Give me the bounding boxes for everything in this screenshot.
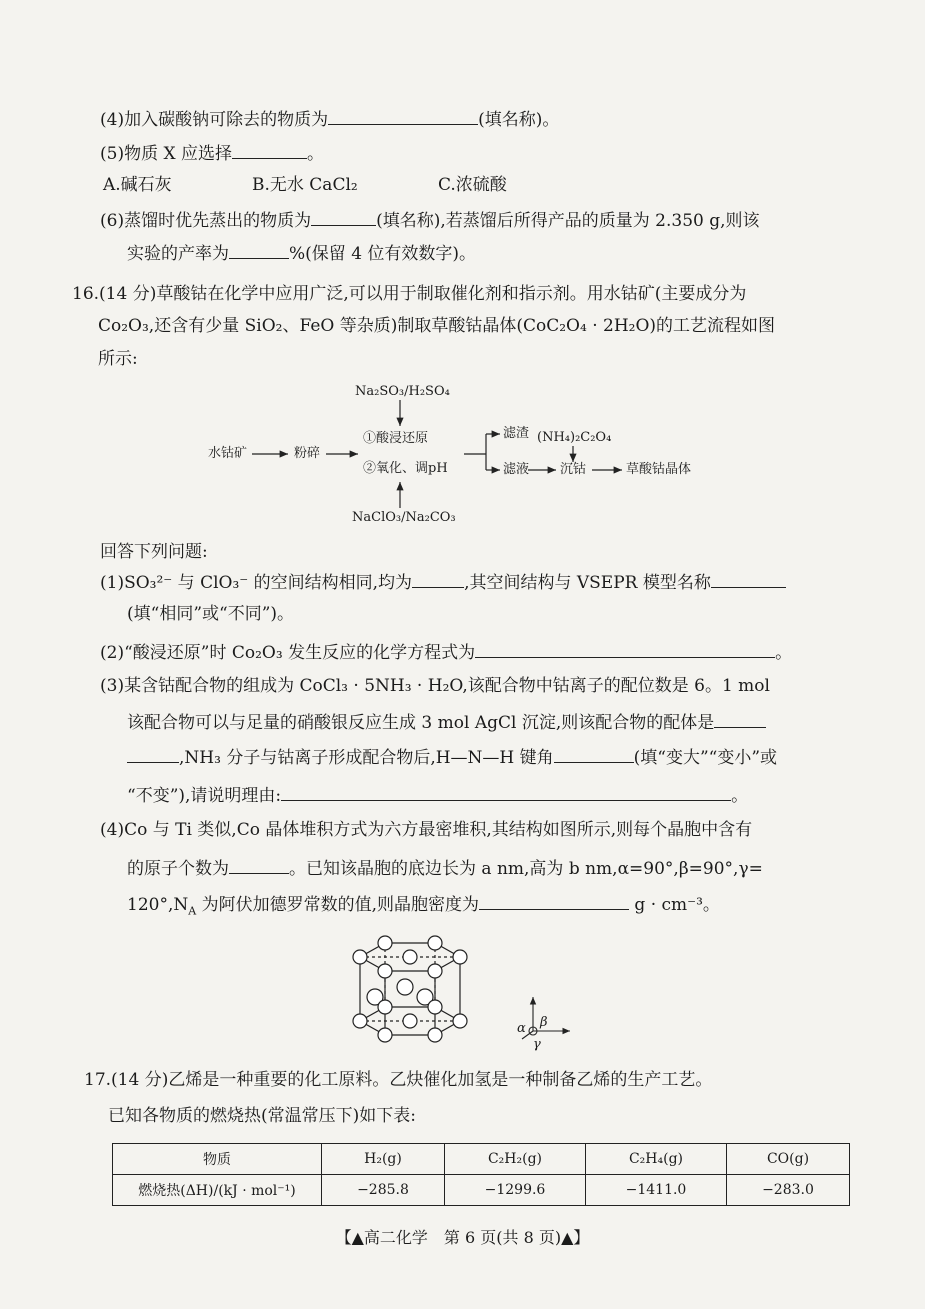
q16-part2: (2)“酸浸还原”时 Co₂O₃ 发生反应的化学方程式为 。 — [100, 639, 792, 665]
residue: 滤渣 — [503, 426, 530, 441]
q17-intro-2: 已知各物质的燃烧热(常温常压下)如下表: — [108, 1106, 416, 1126]
table-header-cell: C₂H₄(g) — [585, 1144, 726, 1175]
q16-part1: (1)SO₃²⁻ 与 ClO₃⁻ 的空间结构相同,均为 ,其空间结构与 VSEPR 模型名称 — [100, 569, 786, 595]
table-cell: −1411.0 — [585, 1175, 726, 1206]
q15-option-a: A.碱石灰 — [103, 175, 172, 195]
answer-blank[interactable] — [714, 709, 766, 728]
reagent-bottom: NaClO₃/Na₂CO₃ — [352, 510, 456, 525]
table-cell: −1299.6 — [444, 1175, 585, 1206]
q15-item4: (4)加入碳酸钠可除去的物质为 (填名称)。 — [100, 106, 559, 132]
flow-arrows — [200, 378, 720, 528]
table-cell: −285.8 — [322, 1175, 445, 1206]
hexagonal-lattice-drawing — [330, 935, 590, 1060]
q16-part3-b: 该配合物可以与足量的硝酸银反应生成 3 mol AgCl 沉淀,则该配合物的配体是 — [127, 709, 766, 735]
answer-blank[interactable] — [127, 744, 179, 763]
answer-blank[interactable] — [479, 891, 629, 910]
q16-part4: (4)Co 与 Ti 类似,Co 晶体堆积方式为六方最密堆积,其结构如图所示,则每个晶胞中含有 — [100, 820, 753, 840]
table-cell: −283.0 — [726, 1175, 849, 1206]
q16-part4-d: $120^\circ,N_A$ 为阿伏加德罗常数的值,则晶胞密度为 g · cm⁻³。 — [127, 891, 720, 923]
table-header-cell: H₂(g) — [322, 1144, 445, 1175]
hcp-unit-cell-figure — [330, 935, 590, 1060]
filtrate: 滤液 — [503, 462, 530, 477]
q16-part4-b: 的原子个数为 。已知该晶胞的底边长为 a nm,高为 b nm,α=90°,β=90°,γ= — [127, 855, 763, 881]
oxalate-reagent: (NH₄)₂C₂O₄ — [537, 430, 612, 445]
table-row — [113, 1175, 850, 1206]
q15-item5: (5)物质 X 应选择 。 — [100, 140, 324, 166]
crush-step: 粉碎 — [294, 446, 321, 461]
answer-blank[interactable] — [232, 140, 307, 159]
answer-blank[interactable] — [311, 207, 376, 226]
q16-part3-e: “不变”),请说明理由: 。 — [127, 782, 748, 808]
gamma-label: γ — [533, 1037, 541, 1052]
table-header-row — [113, 1144, 850, 1175]
answer-blank[interactable] — [229, 240, 289, 259]
answer-blank[interactable] — [412, 569, 464, 588]
q15-option-b: B.无水 CaCl₂ — [252, 175, 358, 195]
answer-blank[interactable] — [281, 782, 731, 801]
answer-blank[interactable] — [475, 639, 775, 658]
oxidize-step: ②氧化、调pH — [363, 461, 448, 476]
q17-intro: 17.(14 分)乙烯是一种重要的化工原料。乙炔催化加氢是一种制备乙烯的生产工艺。 — [84, 1070, 713, 1090]
q16-intro-2: Co₂O₃,还含有少量 SiO₂、FeO 等杂质)制取草酸钴晶体(CoC₂O₄ · 2H₂O)的工艺流程如图 — [98, 316, 776, 336]
reagent-top: Na₂SO₃/H₂SO₄ — [355, 384, 450, 399]
answer-blank[interactable] — [328, 106, 478, 125]
table-header-cell: C₂H₂(g) — [444, 1144, 585, 1175]
combustion-heat-table — [112, 1143, 850, 1206]
table-header-cell: 物质 — [113, 1144, 322, 1175]
q15-item6-cont: 实验的产率为 %(保留 4 位有效数字)。 — [127, 240, 476, 266]
table-cell: 燃烧热(ΔH)/(kJ · mol⁻¹) — [113, 1175, 322, 1206]
raw-material: 水钴矿 — [208, 446, 248, 461]
answer-blank[interactable] — [711, 569, 786, 588]
acid-leach-step: ①酸浸还原 — [363, 431, 429, 446]
q16-part1-cont: (填“相同”或“不同”)。 — [127, 604, 295, 624]
q16-intro-3: 所示: — [98, 349, 138, 369]
q15-item6: (6)蒸馏时优先蒸出的物质为 (填名称),若蒸馏后所得产品的质量为 2.350 g,则该 — [100, 207, 760, 233]
q15-option-c: C.浓硫酸 — [438, 175, 507, 195]
q16-intro: 16.(14 分)草酸钴在化学中应用广泛,可以用于制取催化剂和指示剂。用水钴矿(主要成分为 — [72, 284, 747, 304]
alpha-label: α — [517, 1021, 526, 1036]
q16-part3: (3)某含钴配合物的组成为 CoCl₃ · 5NH₃ · H₂O,该配合物中钴离子的配位数是 6。1 mol — [100, 676, 770, 696]
beta-label: β — [540, 1015, 548, 1030]
final-product: 草酸钴晶体 — [626, 462, 692, 477]
table-header-cell: CO(g) — [726, 1144, 849, 1175]
q16-part3-c: ,NH₃ 分子与钴离子形成配合物后,H—N—H 键角 (填“变大”“变小”或 — [127, 744, 777, 770]
answer-prompt: 回答下列问题: — [100, 542, 208, 562]
precipitate-step: 沉钴 — [560, 462, 587, 477]
answer-blank[interactable] — [229, 855, 289, 874]
process-flow-diagram — [200, 378, 720, 528]
answer-blank[interactable] — [554, 744, 634, 763]
page-footer: 【▲高二化学 第 6 页(共 8 页)▲】 — [335, 1228, 590, 1247]
